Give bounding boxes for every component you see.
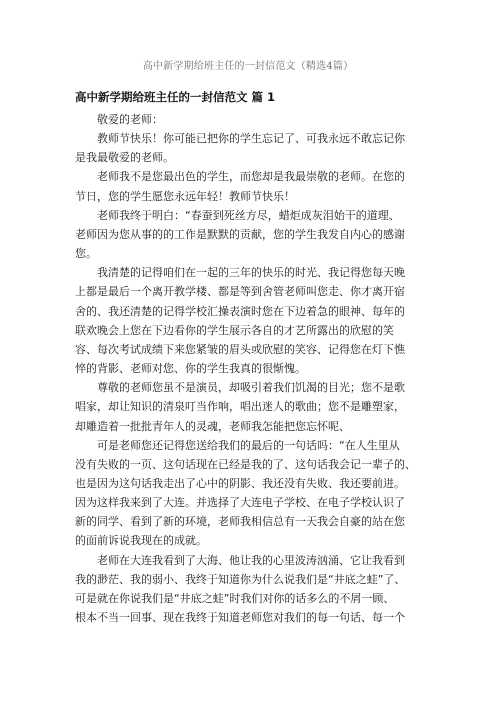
body-paragraph	[75, 167, 431, 205]
paragraph-line: 可是老师您还记得您送给我们的最后的一句话吗：“在人生里从	[97, 438, 400, 452]
paragraph-line: 新的同学、看到了新的环境，老师我相信总有一天我会自豪的站在您	[75, 515, 405, 529]
paragraph-line: 上都是最后一个离开教学楼、都是等到舍管老师叫您走、你才离开宿	[75, 285, 405, 299]
paragraph-line: 尊敬的老师您虽不是演员，却吸引着我们饥渴的目光；您不是歌	[97, 381, 405, 395]
paragraph-line: 没有失败的一页、这句话现在已经是我的了、这句话我会记一辈子的、	[75, 457, 416, 471]
paragraph-line: 我的渺茫、我的弱小、我终于知道你为什么说我们是“井底之蛙”了、	[75, 572, 406, 586]
paragraph-line: 也是因为这句话我走出了心中的阴影、我还没有失败、我还要前进。	[75, 476, 405, 490]
paragraph-line: 悴的背影、老师对您、你的学生我真的很惭愧。	[75, 362, 306, 376]
paragraph-line: 我清楚的记得咱们在一起的三年的快乐的时光、我记得您每天晚	[97, 266, 405, 280]
paragraph-line: 节日，您的学生愿您永远年轻！教师节快乐！	[75, 189, 295, 203]
paragraph-line: 容、每次考试成绩下来您紧皱的眉头或欣慰的笑容、记得您在灯下憔	[75, 342, 405, 356]
body-paragraph	[75, 551, 431, 628]
body-paragraph	[75, 129, 431, 167]
paragraph-line: 舍的、我还清楚的记得学校汇操表演时您在下边着急的眼神、每年的	[75, 304, 405, 318]
paragraph-line: 唱家，却让知识的清泉叮当作响，唱出迷人的歌曲；您不是雕塑家，	[75, 400, 405, 414]
paragraph-line: 老师因为您从事的的工作是默默的贡献，您的学生我发自内心的感谢	[75, 227, 405, 241]
article-title: 高中新学期给班主任的一封信范文 篇 1	[75, 90, 276, 104]
paragraph-line: 敬爱的老师：	[97, 113, 163, 126]
paragraph-line: 可是就在你说我们是“井底之蛙”时我们对你的话多么的不屑一顾、	[75, 591, 395, 605]
body-paragraph	[75, 263, 431, 378]
body-paragraph	[75, 378, 431, 435]
running-header: 高中新学期给班主任的一封信范文（精选4篇）	[142, 61, 354, 72]
paragraph-line: 老师我不是您最出色的学生，而您却是我最崇敬的老师。在您的	[97, 170, 405, 184]
paragraph-line: 老师我终于明白：“春蚕到死丝方尽，蜡炬成灰泪始干的道理、	[97, 208, 400, 222]
paragraph-line: 老师在大连我看到了大海、他让我的心里波涛汹涌、它让我看到	[97, 553, 405, 567]
paragraph-line: 根本不当一回事、现在我终于知道老师您对我们的每一句话、每一个	[75, 611, 405, 625]
body-paragraph	[75, 436, 431, 551]
body-paragraph	[75, 206, 431, 263]
paragraph-line: 联欢晚会上您在下边看你的学生展示各自的才艺所露出的欣慰的笑	[75, 323, 394, 337]
paragraph-line: 您。	[75, 247, 97, 261]
paragraph-line: 教师节快乐！你可能已把你的学生忘记了、可我永远不敢忘记你	[97, 132, 405, 146]
paragraph-line: 却雕造着一批批青年人的灵魂，老师我怎能把您忘怀呢、	[75, 419, 350, 433]
salutation	[75, 110, 431, 129]
paragraph-line: 因为这样我来到了大连。并选择了大连电子学校、在电子学校认识了	[75, 496, 405, 510]
paragraph-line: 的面前诉说我现在的成就。	[75, 534, 207, 548]
article-body	[75, 88, 431, 627]
paragraph-line: 是我最敬爱的老师。	[75, 151, 174, 165]
